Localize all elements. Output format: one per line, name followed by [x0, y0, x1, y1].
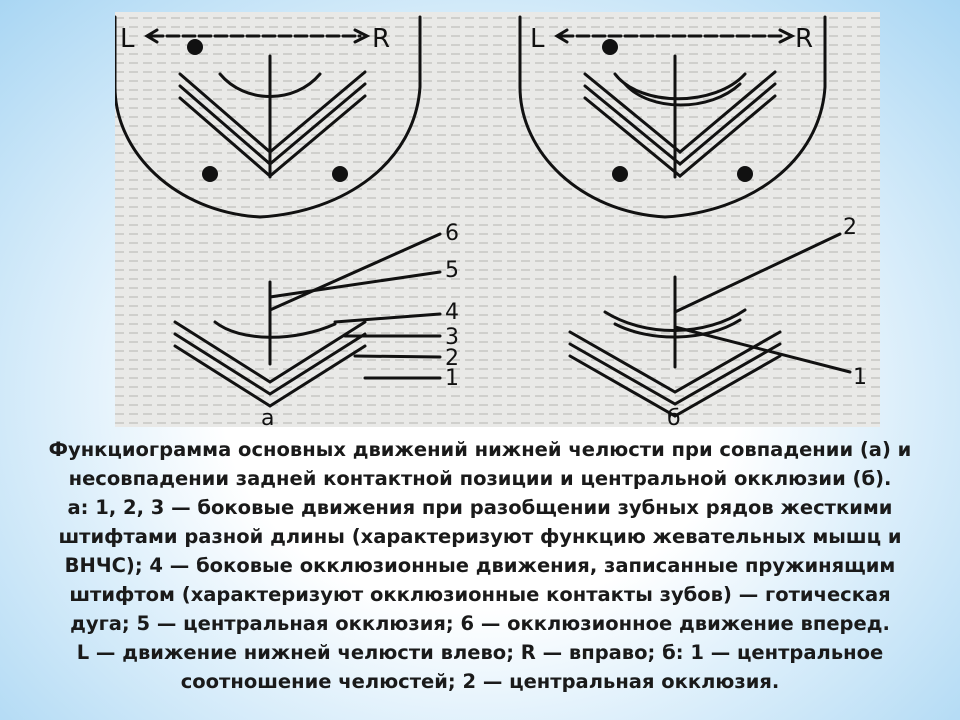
caption-line: L — движение нижней челюсти влево; R — вправо; б: 1 — центральное [76, 641, 884, 664]
figure-caption [30, 435, 930, 696]
functiogram-drawing [115, 12, 880, 427]
caption-line: соотношение челюстей; 2 — центральная окклюзия. [180, 670, 780, 693]
caption-line: дуга; 5 — центральная окклюзия; 6 — окклюзионное движение вперед. [70, 612, 890, 635]
right-num-2: 2 [843, 215, 857, 240]
left-num-6: 6 [445, 221, 459, 246]
left-l-label: L [120, 24, 135, 54]
right-r-label: R [795, 24, 814, 54]
panel-label-a: а [261, 406, 275, 427]
functiogram-figure [115, 12, 880, 427]
left-r-label: R [372, 24, 391, 54]
left-num-3: 3 [445, 325, 459, 350]
left-dot-bottom-right [332, 166, 348, 182]
left-num-1: 1 [445, 366, 459, 391]
caption-line: штифтом (характеризуют окклюзионные контакты зубов) — готическая [69, 583, 891, 606]
caption-line: несовпадении задней контактной позиции и центральной окклюзии (б). [68, 467, 892, 490]
caption-line: штифтами разной длины (характеризуют функцию жевательных мышц и [58, 525, 902, 548]
left-num-4: 4 [445, 300, 459, 325]
caption-line: а: 1, 2, 3 — боковые движения при разобщении зубных рядов жесткими [67, 496, 893, 519]
right-l-label: L [530, 24, 545, 54]
left-num-5: 5 [445, 258, 459, 283]
caption-line: Функциограмма основных движений нижней челюсти при совпадении (а) и [48, 438, 912, 461]
panel-label-b: б [667, 406, 681, 427]
left-num-2: 2 [445, 346, 459, 371]
caption-line: ВНЧС); 4 — боковые окклюзионные движения, записанные пружинящим [64, 554, 896, 577]
right-num-1: 1 [853, 365, 867, 390]
right-dot-top [602, 39, 618, 55]
slide [30, 12, 930, 708]
left-dot-top [187, 39, 203, 55]
right-dot-bottom-right [737, 166, 753, 182]
right-dot-bottom-left [612, 166, 628, 182]
left-dot-bottom-left [202, 166, 218, 182]
